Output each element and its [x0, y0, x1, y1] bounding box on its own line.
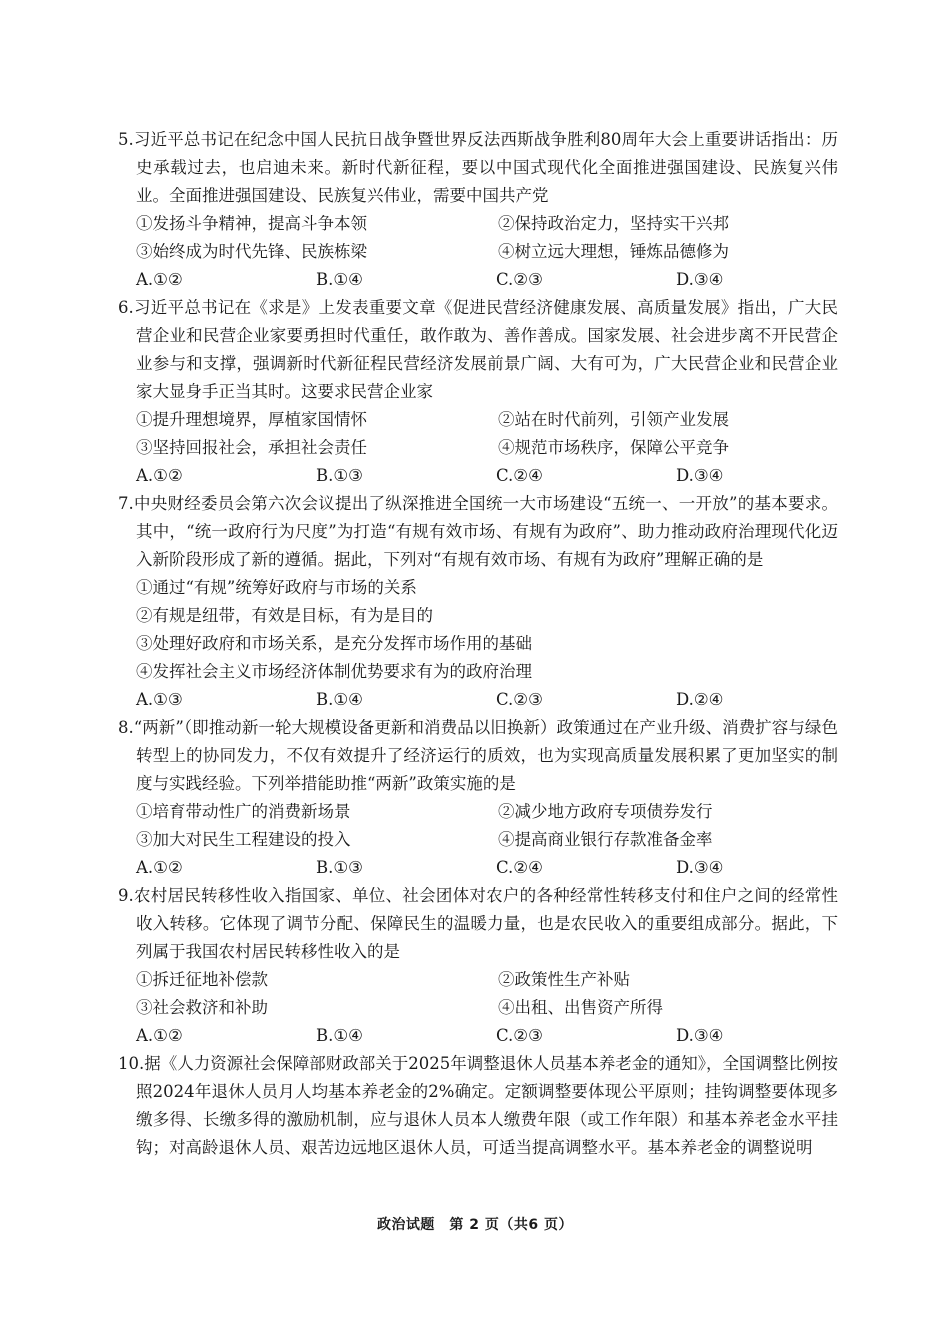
page-content: [118, 126, 838, 1162]
option-item: ①通过“有规”统筹好政府与市场的关系: [136, 578, 417, 597]
answer-choices: [118, 854, 838, 882]
option-item: ④出租、出售资产所得: [498, 998, 663, 1017]
question-number: 10.: [118, 1054, 145, 1073]
option-item: ①提升理想境界，厚植家国情怀: [136, 410, 367, 429]
question-stem: [118, 126, 838, 210]
option-item: ④提高商业银行存款准备金率: [498, 830, 713, 849]
option-item: ④发挥社会主义市场经济体制优势要求有为的政府治理: [136, 662, 532, 681]
answer-choice-c: C.②③: [496, 690, 543, 709]
question-stem: [118, 882, 838, 966]
answer-choice-b: B.①③: [316, 858, 363, 877]
question-text: 习近平总书记在纪念中国人民抗日战争暨世界反法西斯战争胜利80周年大会上重要讲话指出：历史承载过去，也启迪未来。新时代新征程，要以中国式现代化全面推进强国建设、民族复兴伟业。全面推进强国建设、民族复兴伟业，需要中国共产党: [133, 130, 838, 205]
answer-choice-d: D.②④: [676, 690, 724, 709]
option-list: [118, 798, 838, 854]
question-5: [118, 126, 838, 294]
option-item: ③坚持回报社会，承担社会责任: [136, 438, 367, 457]
answer-choice-d: D.③④: [676, 270, 724, 289]
answer-choice-d: D.③④: [676, 858, 724, 877]
answer-choice-d: D.③④: [676, 466, 724, 485]
question-10: [118, 1050, 838, 1162]
option-item: ①培育带动性广的消费新场景: [136, 802, 351, 821]
answer-choice-a: A.①②: [136, 858, 183, 877]
question-stem: [118, 1050, 838, 1162]
question-number: 5.: [118, 130, 134, 149]
answer-choice-b: B.①④: [316, 1026, 363, 1045]
question-text: “两新”（即推动新一轮大规模设备更新和消费品以旧换新）政策通过在产业升级、消费扩容与绿色转型上的协同发力，不仅有效提升了经济运行的质效，也为实现高质量发展积累了更加坚实的制度与实践经验。下列举措能助推“两新”政策实施的是: [133, 718, 838, 793]
question-text: 中央财经委员会第六次会议提出了纵深推进全国统一大市场建设“五统一、一开放”的基本要求。其中，“统一政府行为尺度”为打造“有规有效市场、有规有为政府”、助力推动政府治理现代化迈入新阶段形成了新的遵循。据此，下列对“有规有效市场、有规有为政府”理解正确的是: [133, 494, 838, 569]
option-list: [118, 406, 838, 462]
question-9: [118, 882, 838, 1050]
question-stem: [118, 490, 838, 574]
answer-choice-a: A.①②: [136, 466, 183, 485]
answer-choice-c: C.②③: [496, 1026, 543, 1045]
option-item: ②保持政治定力，坚持实干兴邦: [498, 214, 729, 233]
option-item: ④树立远大理想，锤炼品德修为: [498, 242, 729, 261]
option-item: ③加大对民生工程建设的投入: [136, 830, 351, 849]
question-text: 据《人力资源社会保障部财政部关于2025年调整退休人员基本养老金的通知》，全国调整比例按照2024年退休人员月人均基本养老金的2%确定。定额调整要体现公平原则；挂钩调整要体现多缴多得、长缴多得的激励机制，应与退休人员本人缴费年限（或工作年限）和基本养老金水平挂钩；对高龄退休人员、艰苦边远地区退休人员，可适当提高调整水平。基本养老金的调整说明: [136, 1054, 838, 1157]
answer-choice-c: C.②③: [496, 270, 543, 289]
answer-choice-a: A.①②: [136, 1026, 183, 1045]
question-text: 习近平总书记在《求是》上发表重要文章《促进民营经济健康发展、高质量发展》指出，广大民营企业和民营企业家要勇担时代重任，敢作敢为、善作善成。国家发展、社会进步离不开民营企业参与和支撑，强调新时代新征程民营经济发展前景广阔、大有可为，广大民营企业和民营企业家大显身手正当其时。这要求民营企业家: [133, 298, 838, 401]
option-item: ②减少地方政府专项债券发行: [498, 802, 713, 821]
question-8: [118, 714, 838, 882]
option-item: ①拆迁征地补偿款: [136, 970, 268, 989]
answer-choice-b: B.①③: [316, 466, 363, 485]
answer-choice-a: A.①③: [136, 690, 183, 709]
answer-choices: [118, 686, 838, 714]
answer-choice-c: C.②④: [496, 466, 543, 485]
page-footer: 政治试题 第 2 页（共6 页）: [376, 1217, 574, 1233]
option-list: [118, 574, 838, 686]
answer-choices: [118, 462, 838, 490]
option-item: ①发扬斗争精神，提高斗争本领: [136, 214, 367, 233]
answer-choice-b: B.①④: [316, 690, 363, 709]
question-number: 6.: [118, 298, 134, 317]
option-list: [118, 966, 838, 1022]
answer-choice-c: C.②④: [496, 858, 543, 877]
option-list: [118, 210, 838, 266]
option-item: ④规范市场秩序，保障公平竞争: [498, 438, 729, 457]
option-item: ②有规是纽带，有效是目标，有为是目的: [136, 606, 433, 625]
option-item: ③处理好政府和市场关系，是充分发挥市场作用的基础: [136, 634, 532, 653]
question-6: [118, 294, 838, 490]
option-item: ②政策性生产补贴: [498, 970, 630, 989]
option-item: ③社会救济和补助: [136, 998, 268, 1017]
option-item: ②站在时代前列，引领产业发展: [498, 410, 729, 429]
question-stem: [118, 714, 838, 798]
question-stem: [118, 294, 838, 406]
question-text: 农村居民转移性收入指国家、单位、社会团体对农户的各种经常性转移支付和住户之间的经常性收入转移。它体现了调节分配、保障民生的温暖力量，也是农民收入的重要组成部分。据此，下列属于我国农村居民转移性收入的是: [133, 886, 838, 961]
option-item: ③始终成为时代先锋、民族栋梁: [136, 242, 367, 261]
answer-choice-a: A.①②: [136, 270, 183, 289]
question-number: 7.: [118, 494, 134, 513]
question-7: [118, 490, 838, 714]
answer-choices: [118, 266, 838, 294]
question-number: 8.: [118, 718, 134, 737]
answer-choices: [118, 1022, 838, 1050]
answer-choice-d: D.③④: [676, 1026, 724, 1045]
answer-choice-b: B.①④: [316, 270, 363, 289]
question-number: 9.: [118, 886, 134, 905]
